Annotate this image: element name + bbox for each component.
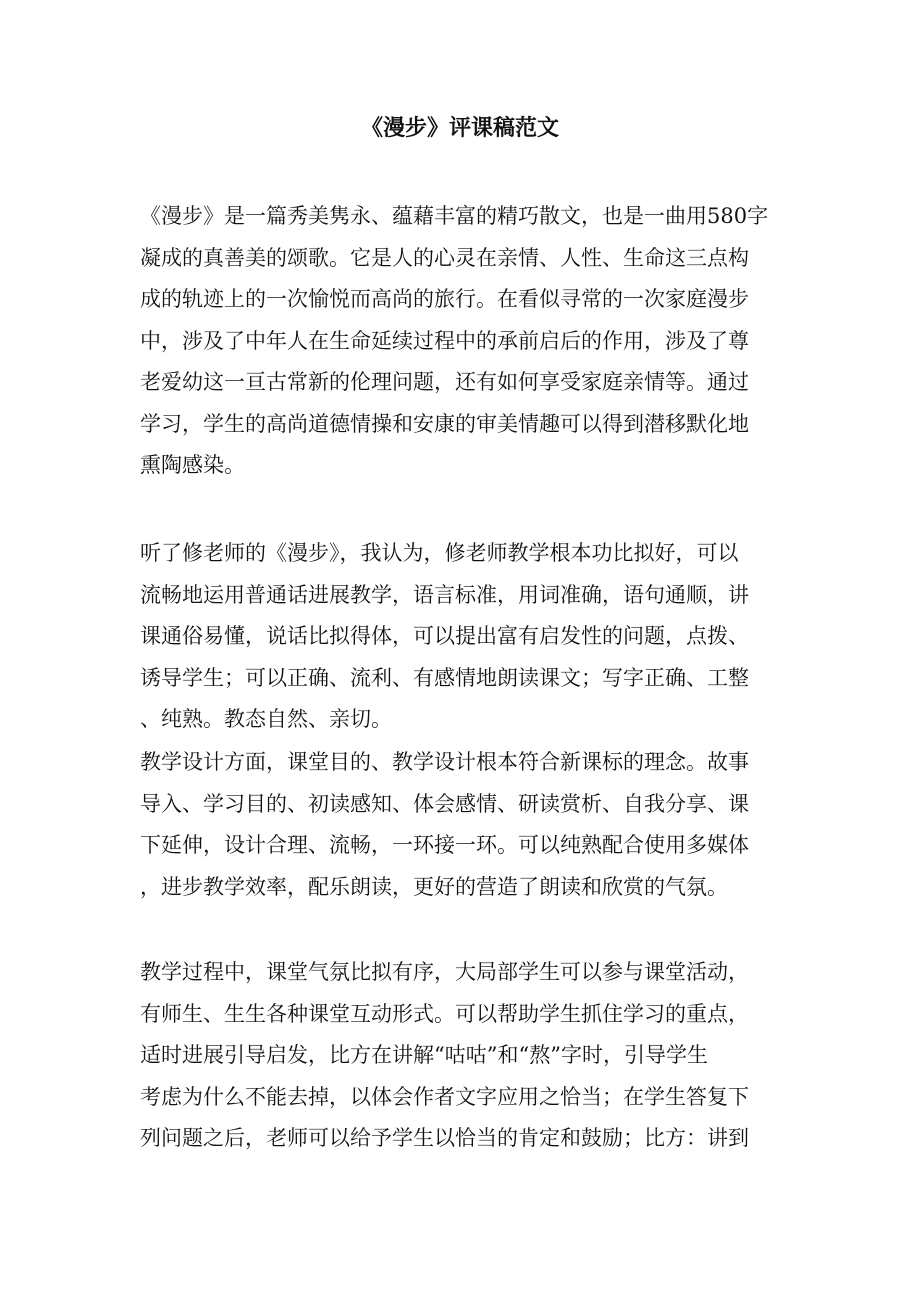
paragraph-line: 听了修老师的《漫步》，我认为，修老师教学根本功比拟好，可以: [140, 541, 739, 565]
paragraph-line: 有师生、生生各种课堂互动形式。可以帮助学生抓住学习的重点，: [140, 1001, 749, 1026]
paragraph-3: [140, 742, 780, 908]
paragraph-line: ，进步教学效率，配乐朗读，更好的营造了朗读和欣赏的气氛。: [140, 874, 728, 899]
document-title: 《漫步》评课稿范文: [360, 115, 559, 141]
paragraph-line: 、纯熟。教态自然、亲切。: [140, 707, 392, 731]
paragraph-line: 诱导学生；可以正确、流利、有感情地朗读课文；写字正确、工整: [140, 665, 749, 690]
paragraph-line: 课通俗易懂，说话比拟得体，可以提出富有启发性的问题，点拨、: [140, 624, 749, 648]
paragraph-line: 流畅地运用普通话进展教学，语言标准，用词准确，语句通顺，讲: [140, 582, 749, 607]
paragraph-line: 凝成的真善美的颂歌。它是人的心灵在亲情、人性、生命这三点构: [140, 245, 749, 270]
paragraph-line: 老爱幼这一亘古常新的伦理问题，还有如何享受家庭亲情等。通过: [140, 370, 749, 394]
paragraph-line: 学习，学生的高尚道德情操和安康的审美情趣可以得到潜移默化地: [140, 411, 749, 436]
paragraph-line: 考虑为什么不能去掉，以体会作者文字应用之恰当；在学生答复下: [140, 1084, 749, 1109]
paragraph-line: 导入、学习目的、初读感知、体会感情、研读赏析、自我分享、课: [140, 791, 749, 816]
paragraph-line: 教学设计方面，课堂目的、教学设计根本符合新课标的理念。故事: [140, 750, 749, 774]
paragraph-line: 《漫步》是一篇秀美隽永、蕴藉丰富的精巧散文，也是一曲用580字: [140, 204, 769, 228]
paragraph-line: 列问题之后，老师可以给予学生以恰当的肯定和鼓励；比方：讲到: [140, 1126, 749, 1150]
paragraph-line: 成的轨迹上的一次愉悦而高尚的旅行。在看似寻常的一次家庭漫步: [140, 287, 749, 311]
paragraph-line: 下延伸，设计合理、流畅，一环接一环。可以纯熟配合使用多媒体: [140, 833, 749, 857]
paragraph-2: [140, 533, 780, 741]
paragraph-1: [140, 196, 780, 487]
paragraph-line: 教学过程中，课堂气氛比拟有序，大局部学生可以参与课堂活动，: [140, 960, 749, 984]
paragraph-line: 中，涉及了中年人在生命延续过程中的承前启后的作用，涉及了尊: [140, 328, 749, 353]
paragraph-4: [140, 952, 780, 1160]
paragraph-line: 熏陶感染。: [140, 453, 245, 477]
paragraph-line: 适时进展引导启发，比方在讲解“咕咕”和“熬”字时，引导学生: [140, 1043, 708, 1067]
